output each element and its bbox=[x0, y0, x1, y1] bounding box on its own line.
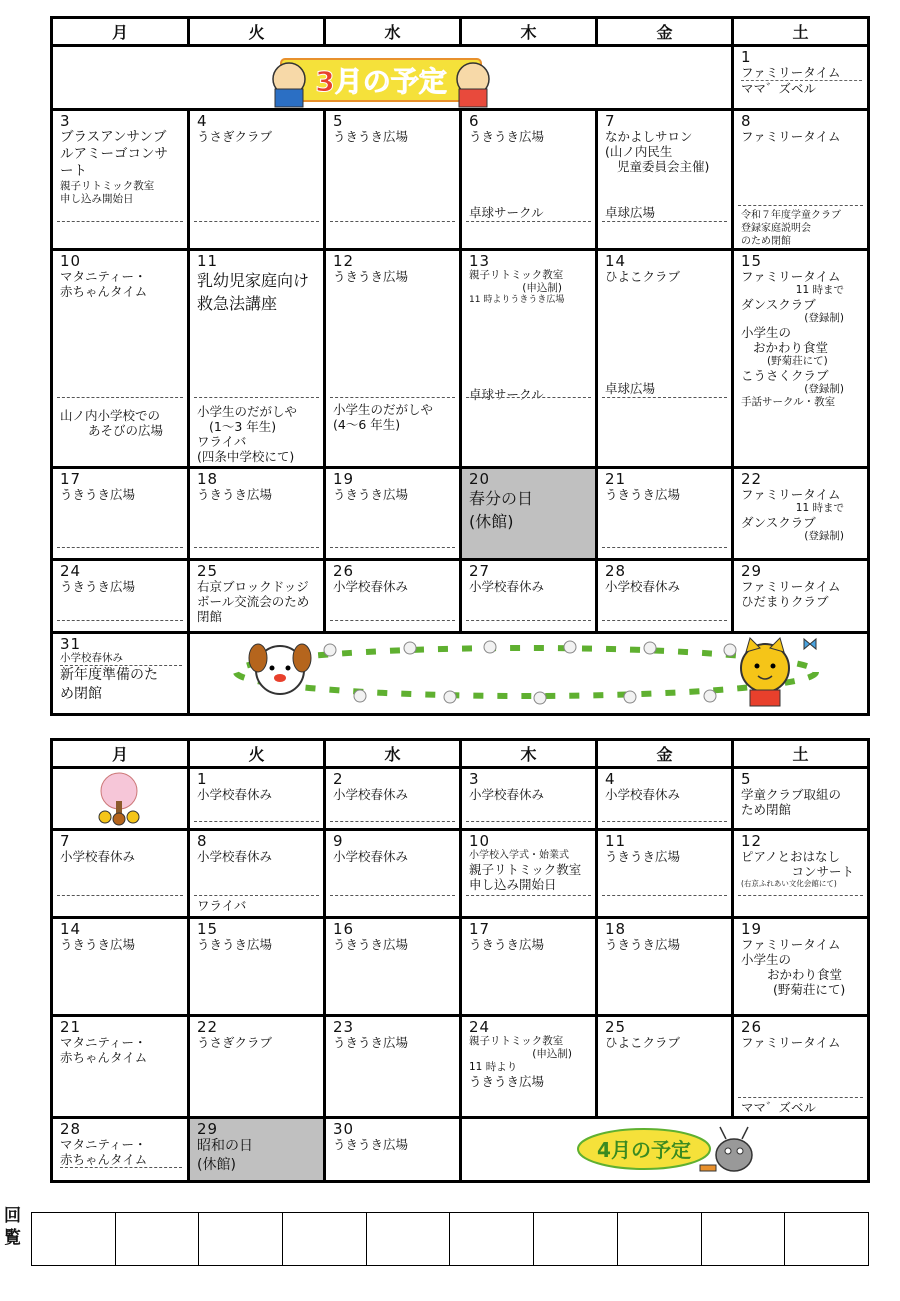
day-number: 14 bbox=[605, 252, 627, 270]
event-text: ファミリータイム bbox=[741, 65, 841, 80]
event-text: 救急法講座 bbox=[197, 294, 278, 313]
day-cell bbox=[189, 468, 325, 560]
day-cell bbox=[52, 110, 189, 250]
event-text: (申込制) bbox=[532, 1048, 572, 1060]
event-text: 小学校春休み bbox=[197, 849, 273, 864]
event-text: 閉館 bbox=[197, 609, 223, 624]
event-text: 新年度準備のた bbox=[60, 667, 158, 683]
event-text: うきうき広場 bbox=[333, 937, 409, 952]
event-text: 児童委員会主催) bbox=[617, 159, 710, 174]
event-text: ママ゛ズベル bbox=[741, 1100, 817, 1115]
event-text: 昭和の日 bbox=[197, 1138, 253, 1154]
day-number: 9 bbox=[333, 832, 344, 850]
march-banner-cell bbox=[52, 46, 733, 110]
day-cell bbox=[597, 110, 733, 250]
event-text: ダンスクラブ bbox=[741, 515, 816, 530]
event-text: 親子リトミック教室 bbox=[469, 862, 582, 877]
event-text: ファミリータイム bbox=[741, 487, 841, 502]
event-text: コンサート bbox=[791, 864, 854, 879]
day-number: 19 bbox=[741, 920, 763, 938]
event-text: 令和７年度学童クラブ bbox=[741, 210, 841, 221]
cat-character-icon bbox=[741, 638, 789, 706]
event-text: 小学校春休み bbox=[605, 787, 681, 802]
event-text: あそびの広場 bbox=[88, 423, 164, 438]
clover-illustration-cell bbox=[189, 633, 869, 715]
weekday-tue: 火 bbox=[189, 740, 325, 768]
weekday-fri: 金 bbox=[597, 740, 733, 768]
event-text: ファミリータイム bbox=[741, 937, 841, 952]
event-text: 11 時まで bbox=[795, 502, 844, 514]
weekday-sat: 土 bbox=[733, 18, 869, 46]
day-number: 18 bbox=[197, 470, 219, 488]
event-text: 赤ちゃんタイム bbox=[60, 1050, 148, 1065]
day-number: 17 bbox=[469, 920, 491, 938]
day-cell bbox=[597, 250, 733, 468]
weekday-header bbox=[52, 740, 869, 768]
stamp-box[interactable] bbox=[32, 1213, 116, 1266]
event-text: ワライバ bbox=[197, 898, 247, 913]
stamp-box[interactable] bbox=[701, 1213, 785, 1266]
event-text: ボール交流会のため bbox=[197, 594, 310, 609]
day-cell bbox=[52, 633, 189, 715]
event-text: うきうき広場 bbox=[60, 579, 136, 594]
event-text: おかわり食堂 bbox=[753, 340, 829, 355]
day-cell-holiday bbox=[461, 468, 597, 560]
event-text: 小学校春休み bbox=[333, 579, 409, 594]
event-text: うきうき広場 bbox=[333, 1035, 409, 1050]
event-text: 小学校春休み bbox=[60, 652, 182, 666]
day-cell bbox=[189, 1016, 325, 1118]
day-cell bbox=[461, 1016, 597, 1118]
event-text: ファミリータイム bbox=[741, 129, 841, 144]
event-text: こうさくクラブ bbox=[741, 368, 829, 383]
march-calendar bbox=[50, 16, 870, 716]
event-text: ワライバ bbox=[197, 434, 247, 449]
event-text: うさぎクラブ bbox=[197, 1035, 273, 1050]
event-text: 小学生のだがしや bbox=[197, 404, 298, 419]
event-text: ママ゛ズベル bbox=[741, 80, 862, 96]
day-number: 28 bbox=[60, 1120, 82, 1138]
april-banner-cell bbox=[461, 1118, 869, 1182]
day-cell bbox=[597, 1016, 733, 1118]
event-text: 卓球サークル bbox=[469, 205, 544, 220]
event-text: 山ノ内小学校での bbox=[60, 408, 161, 423]
day-number: 1 bbox=[741, 48, 752, 66]
day-cell bbox=[461, 830, 597, 918]
event-text: うきうき広場 bbox=[333, 487, 409, 502]
event-text: うきうき広場 bbox=[469, 1074, 545, 1089]
event-text: うさぎクラブ bbox=[197, 129, 273, 144]
day-cell bbox=[189, 918, 325, 1016]
dog-character-icon bbox=[249, 644, 311, 694]
event-text: (休館) bbox=[197, 1157, 236, 1173]
day-number: 27 bbox=[469, 562, 491, 580]
day-number: 22 bbox=[741, 470, 763, 488]
day-number: 14 bbox=[60, 920, 82, 938]
day-cell bbox=[461, 560, 597, 633]
day-cell bbox=[733, 830, 869, 918]
day-number: 15 bbox=[741, 252, 763, 270]
stamp-box[interactable] bbox=[450, 1213, 534, 1266]
april-banner bbox=[574, 1121, 764, 1181]
event-text: ひよこクラブ bbox=[605, 269, 681, 284]
event-text: 申し込み開始日 bbox=[469, 877, 557, 892]
event-text: 小学生の bbox=[741, 325, 792, 340]
weekday-header bbox=[52, 18, 869, 46]
event-text: 小学校春休み bbox=[60, 849, 136, 864]
event-text: マタニティー・ bbox=[60, 269, 147, 284]
event-text: (1～3 年生) bbox=[209, 419, 277, 434]
day-cell bbox=[597, 468, 733, 560]
event-text: 親子リトミック教室 bbox=[469, 269, 564, 281]
event-text: (野菊荘にて) bbox=[773, 982, 846, 997]
day-cell bbox=[733, 110, 869, 250]
day-cell bbox=[597, 560, 733, 633]
day-cell bbox=[733, 560, 869, 633]
event-text: (登録制) bbox=[804, 312, 844, 324]
day-number: 3 bbox=[60, 112, 71, 130]
day-number: 18 bbox=[605, 920, 627, 938]
event-text: 小学校春休み bbox=[605, 579, 681, 594]
day-cell-holiday bbox=[189, 1118, 325, 1182]
day-number: 7 bbox=[60, 832, 71, 850]
event-text: (休館) bbox=[469, 512, 514, 531]
day-number: 1 bbox=[197, 770, 208, 788]
circulation-label-2: 覧 bbox=[4, 1228, 21, 1248]
day-number: 7 bbox=[605, 112, 616, 130]
day-cell bbox=[189, 560, 325, 633]
event-text: ファミリータイム bbox=[741, 269, 841, 284]
day-cell bbox=[52, 250, 189, 468]
stamp-box[interactable] bbox=[199, 1213, 283, 1266]
event-text: 11 時より bbox=[469, 1061, 518, 1073]
event-text: ひだまりクラブ bbox=[741, 594, 829, 609]
day-number: 12 bbox=[741, 832, 763, 850]
day-number: 19 bbox=[333, 470, 355, 488]
event-text: (山ノ内民生 bbox=[605, 144, 673, 159]
day-cell bbox=[461, 918, 597, 1016]
day-number: 16 bbox=[333, 920, 355, 938]
day-cell bbox=[733, 1016, 869, 1118]
event-text: うきうき広場 bbox=[469, 937, 545, 952]
event-text: うきうき広場 bbox=[333, 1137, 409, 1152]
event-text: 学童クラブ取組の bbox=[741, 787, 842, 802]
day-cell bbox=[597, 918, 733, 1016]
day-cell bbox=[325, 560, 461, 633]
day-number: 30 bbox=[333, 1120, 355, 1138]
day-number: 10 bbox=[469, 832, 491, 850]
stamp-box[interactable] bbox=[617, 1213, 701, 1266]
event-text: ダンスクラブ bbox=[741, 297, 816, 312]
event-text: 乳幼児家庭向け bbox=[197, 271, 310, 290]
day-number: 24 bbox=[60, 562, 82, 580]
day-cell bbox=[325, 250, 461, 468]
day-cell bbox=[325, 918, 461, 1016]
weekday-thu: 木 bbox=[461, 18, 597, 46]
day-cell bbox=[189, 250, 325, 468]
day-number: 31 bbox=[60, 635, 82, 653]
event-text: うきうき広場 bbox=[469, 129, 545, 144]
day-cell bbox=[325, 1118, 461, 1182]
stamp-box[interactable] bbox=[115, 1213, 199, 1266]
day-cell bbox=[189, 110, 325, 250]
weekday-sat: 土 bbox=[733, 740, 869, 768]
event-text: 小学生の bbox=[741, 952, 792, 967]
butterfly-icon bbox=[804, 639, 816, 649]
event-text: 登録家庭説明会 bbox=[741, 223, 811, 234]
day-number: 29 bbox=[197, 1120, 219, 1138]
event-text: 小学校春休み bbox=[333, 787, 409, 802]
weekday-thu: 木 bbox=[461, 740, 597, 768]
event-text: (右京ふれあい文化会館にて) bbox=[741, 879, 837, 888]
day-number: 3 bbox=[469, 770, 480, 788]
march-banner-title: 3月の予定 bbox=[315, 65, 447, 98]
day-cell bbox=[733, 468, 869, 560]
april-banner-title: 4月の予定 bbox=[597, 1138, 691, 1162]
event-text: うきうき広場 bbox=[197, 487, 273, 502]
day-cell bbox=[733, 918, 869, 1016]
event-text: マタニティー・ bbox=[60, 1035, 147, 1050]
day-number: 24 bbox=[469, 1018, 491, 1036]
day-cell bbox=[52, 1118, 189, 1182]
day-number: 8 bbox=[741, 112, 752, 130]
event-text: (四条中学校にて) bbox=[197, 449, 295, 464]
day-cell bbox=[733, 768, 869, 830]
circulation-label bbox=[4, 1205, 26, 1249]
event-text: (申込制) bbox=[522, 282, 562, 294]
event-text: うきうき広場 bbox=[605, 849, 681, 864]
event-text: ファミリータイム bbox=[741, 579, 841, 594]
day-number: 17 bbox=[60, 470, 82, 488]
weekday-wed: 水 bbox=[325, 18, 461, 46]
day-number: 21 bbox=[605, 470, 627, 488]
event-text: 赤ちゃんタイム bbox=[60, 1152, 182, 1168]
circulation-stamp-table bbox=[31, 1212, 869, 1266]
event-text: 卓球サークル bbox=[469, 387, 544, 402]
day-number: 29 bbox=[741, 562, 763, 580]
event-text: (野菊荘にて) bbox=[767, 355, 828, 367]
day-number: 28 bbox=[605, 562, 627, 580]
day-number: 4 bbox=[605, 770, 616, 788]
event-text: 小学校春休み bbox=[333, 849, 409, 864]
event-text: うきうき広場 bbox=[60, 937, 136, 952]
day-number: 15 bbox=[197, 920, 219, 938]
event-text: め閉館 bbox=[60, 686, 102, 702]
event-text: うきうき広場 bbox=[60, 487, 136, 502]
event-text: ひよこクラブ bbox=[605, 1035, 681, 1050]
day-cell bbox=[52, 830, 189, 918]
day-number: 5 bbox=[741, 770, 752, 788]
day-number: 26 bbox=[741, 1018, 763, 1036]
event-text: (登録制) bbox=[804, 383, 844, 395]
day-number: 25 bbox=[197, 562, 219, 580]
day-cell bbox=[52, 468, 189, 560]
event-text: 小学校春休み bbox=[469, 579, 545, 594]
day-cell bbox=[461, 768, 597, 830]
day-cell bbox=[189, 768, 325, 830]
stamp-box[interactable] bbox=[785, 1213, 869, 1266]
day-cell bbox=[52, 918, 189, 1016]
day-cell bbox=[461, 110, 597, 250]
day-number: 20 bbox=[469, 470, 491, 488]
cherry-blossom-illustration-cell bbox=[52, 768, 189, 830]
event-text: 手話サークル・教室 bbox=[741, 396, 836, 408]
stamp-box[interactable] bbox=[366, 1213, 450, 1266]
event-text: おかわり食堂 bbox=[767, 967, 843, 982]
event-text: 11 時よりうきうき広場 bbox=[469, 295, 565, 305]
day-number: 25 bbox=[605, 1018, 627, 1036]
day-number: 2 bbox=[333, 770, 344, 788]
stamp-box[interactable] bbox=[534, 1213, 618, 1266]
event-text: ルアミーゴコンサ bbox=[60, 146, 168, 162]
weekday-mon: 月 bbox=[52, 740, 189, 768]
day-number: 8 bbox=[197, 832, 208, 850]
event-text: 親子リトミック教室 bbox=[469, 1035, 564, 1047]
day-number: 5 bbox=[333, 112, 344, 130]
event-text: 小学校春休み bbox=[197, 787, 273, 802]
event-text: 親子リトミック教室 bbox=[60, 180, 155, 192]
day-cell bbox=[52, 1016, 189, 1118]
cherry-blossom-tree-icon bbox=[89, 771, 149, 827]
day-cell bbox=[597, 830, 733, 918]
day-cell bbox=[461, 250, 597, 468]
event-text: (4～6 年生) bbox=[333, 417, 401, 432]
day-number: 6 bbox=[469, 112, 480, 130]
event-text: ファミリータイム bbox=[741, 1035, 841, 1050]
event-text: 小学校春休み bbox=[469, 787, 545, 802]
event-text: なかよしサロン bbox=[605, 129, 693, 144]
event-text: 赤ちゃんタイム bbox=[60, 284, 148, 299]
day-cell bbox=[325, 768, 461, 830]
event-text: 11 時まで bbox=[795, 284, 844, 296]
day-cell bbox=[597, 768, 733, 830]
day-cell bbox=[325, 468, 461, 560]
event-text: 卓球広場 bbox=[605, 381, 656, 396]
day-number: 10 bbox=[60, 252, 82, 270]
day-number: 26 bbox=[333, 562, 355, 580]
event-text: ート bbox=[60, 163, 87, 179]
day-cell bbox=[325, 1016, 461, 1118]
event-text: うきうき広場 bbox=[605, 487, 681, 502]
day-cell bbox=[325, 110, 461, 250]
day-number: 11 bbox=[197, 252, 219, 270]
weekday-mon: 月 bbox=[52, 18, 189, 46]
weekday-tue: 火 bbox=[189, 18, 325, 46]
event-text: うきうき広場 bbox=[605, 937, 681, 952]
event-text: 春分の日 bbox=[469, 489, 534, 508]
day-number: 21 bbox=[60, 1018, 82, 1036]
event-text: 卓球広場 bbox=[605, 205, 656, 220]
day-number: 13 bbox=[469, 252, 491, 270]
event-text: のため閉館 bbox=[741, 236, 791, 247]
event-text: ため閉館 bbox=[741, 802, 792, 817]
event-text: (登録制) bbox=[804, 530, 844, 542]
day-cell bbox=[325, 830, 461, 918]
event-text: 小学校入学式・始業式 bbox=[469, 850, 569, 861]
event-text: うきうき広場 bbox=[197, 937, 273, 952]
event-text: 小学生のだがしや bbox=[333, 402, 434, 417]
day-cell bbox=[733, 46, 869, 110]
april-calendar bbox=[50, 738, 870, 1183]
weekday-fri: 金 bbox=[597, 18, 733, 46]
event-text: ブラスアンサンブ bbox=[60, 129, 167, 145]
day-cell bbox=[733, 250, 869, 468]
day-number: 11 bbox=[605, 832, 627, 850]
day-number: 23 bbox=[333, 1018, 355, 1036]
circulation-label-1: 回 bbox=[4, 1206, 21, 1226]
day-number: 4 bbox=[197, 112, 208, 130]
day-number: 12 bbox=[333, 252, 355, 270]
clover-garland-illustration bbox=[190, 634, 862, 710]
weekday-wed: 水 bbox=[325, 740, 461, 768]
day-number: 22 bbox=[197, 1018, 219, 1036]
stamp-box[interactable] bbox=[283, 1213, 367, 1266]
event-text: うきうき広場 bbox=[333, 129, 409, 144]
day-cell bbox=[52, 560, 189, 633]
day-cell bbox=[189, 830, 325, 918]
event-text: 右京ブロックドッジ bbox=[197, 579, 309, 594]
event-text: ピアノとおはなし bbox=[741, 849, 841, 864]
event-text: マタニティー・ bbox=[60, 1137, 147, 1152]
event-text: 申し込み開始日 bbox=[60, 193, 134, 205]
event-text: うきうき広場 bbox=[333, 269, 409, 284]
march-banner bbox=[261, 49, 501, 109]
